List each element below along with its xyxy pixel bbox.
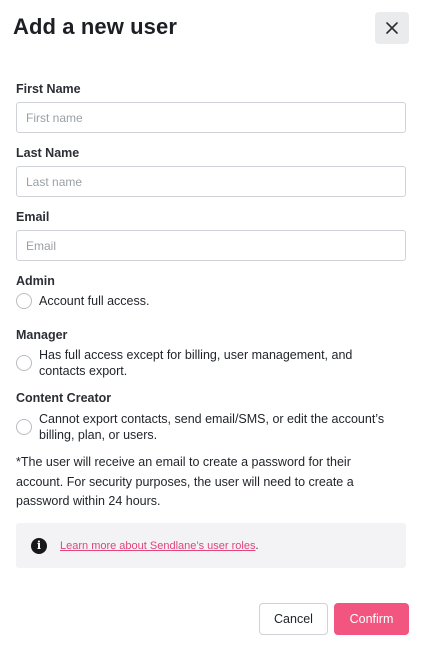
dialog-title: Add a new user xyxy=(13,14,177,39)
role-admin-title: Admin xyxy=(16,274,55,288)
confirm-button[interactable]: Confirm xyxy=(334,603,409,635)
info-icon: i xyxy=(31,538,47,554)
role-admin-description: Account full access. xyxy=(39,294,150,308)
role-content-creator-description: Cannot export contacts, send email/SMS, or edit the account’s billing, plan, or users. xyxy=(39,412,385,442)
role-admin-radio[interactable] xyxy=(16,293,32,309)
role-manager-radio[interactable] xyxy=(16,355,32,371)
cancel-button[interactable]: Cancel xyxy=(259,603,328,635)
info-link-suffix: . xyxy=(255,539,259,552)
user-roles-link[interactable]: Learn more about Sendlane’s user roles xyxy=(60,539,256,552)
role-admin-option[interactable] xyxy=(16,293,406,309)
last-name-label: Last Name xyxy=(16,146,80,160)
role-manager-title: Manager xyxy=(16,328,68,342)
email-input[interactable] xyxy=(16,230,406,261)
email-label: Email xyxy=(16,210,50,224)
role-manager-description: Has full access except for billing, user management, and contacts export. xyxy=(39,348,353,378)
role-content-creator-option[interactable] xyxy=(16,411,406,443)
password-note: *The user will receive an email to create a password for their account. For security purposes, the user will need to create a password within 24 hours. xyxy=(16,455,354,508)
info-banner xyxy=(16,523,406,568)
role-manager-option[interactable] xyxy=(16,347,406,379)
close-icon xyxy=(386,22,398,34)
last-name-input[interactable] xyxy=(16,166,406,197)
first-name-label: First Name xyxy=(16,82,81,96)
role-content-creator-radio[interactable] xyxy=(16,419,32,435)
role-content-creator-title: Content Creator xyxy=(16,391,112,405)
first-name-input[interactable] xyxy=(16,102,406,133)
close-button[interactable] xyxy=(375,12,409,44)
